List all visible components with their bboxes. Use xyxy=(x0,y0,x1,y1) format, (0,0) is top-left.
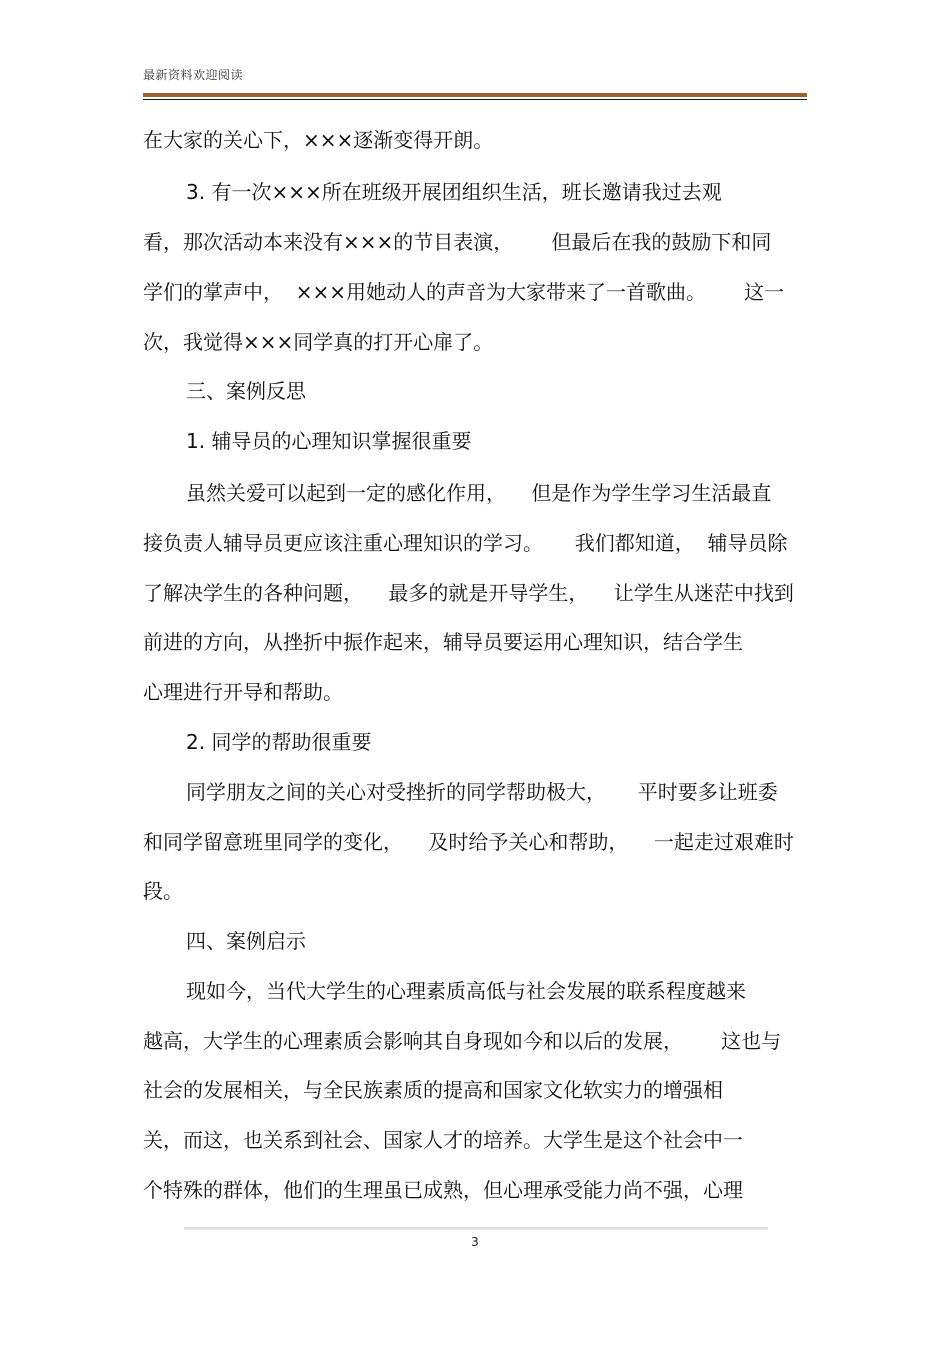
paragraph-line: 接负责人辅导员更应该注重心理知识的学习。 我们都知道， 辅导员除 xyxy=(143,531,788,555)
header-divider-thin xyxy=(143,99,807,100)
subsection-heading: 1. 辅导员的心理知识掌握很重要 xyxy=(186,429,472,453)
paragraph-line: 看，那次活动本来没有×××的节目表演， 但最后在我的鼓励下和同 xyxy=(143,230,772,254)
section-heading: 三、案例反思 xyxy=(186,379,306,403)
header-text: 最新资料欢迎阅读 xyxy=(143,68,244,82)
header-divider-thick xyxy=(143,93,807,97)
subsection-heading: 2. 同学的帮助很重要 xyxy=(186,730,372,754)
paragraph-line: 学们的掌声中， ×××用她动人的声音为大家带来了一首歌曲。 这一 xyxy=(143,280,785,304)
paragraph-line: 关，而这，也关系到社会、国家人才的培养。大学生是这个社会中一 xyxy=(143,1128,743,1152)
paragraph-line: 虽然关爱可以起到一定的感化作用， 但是作为学生学习生活最直 xyxy=(186,481,772,505)
paragraph-line: 段。 xyxy=(143,879,183,903)
paragraph-line: 同学朋友之间的关心对受挫折的同学帮助极大， 平时要多让班委 xyxy=(186,780,778,804)
paragraph-line: 心理进行开导和帮助。 xyxy=(143,680,343,704)
paragraph-line: 个特殊的群体，他们的生理虽已成熟，但心理承受能力尚不强，心理 xyxy=(143,1178,743,1202)
page-number: 3 xyxy=(471,1235,479,1249)
footer-divider xyxy=(184,1227,768,1230)
paragraph-line: 在大家的关心下，×××逐渐变得开朗。 xyxy=(143,128,494,152)
section-heading: 四、案例启示 xyxy=(186,929,306,953)
paragraph-line: 社会的发展相关，与全民族素质的提高和国家文化软实力的增强相 xyxy=(143,1078,723,1102)
paragraph-line: 次，我觉得×××同学真的打开心扉了。 xyxy=(143,330,494,354)
paragraph-line: 前进的方向，从挫折中振作起来，辅导员要运用心理知识，结合学生 xyxy=(143,630,743,654)
paragraph-line: 了解决学生的各种问题， 最多的就是开导学生， 让学生从迷茫中找到 xyxy=(143,581,794,605)
paragraph-line: 和同学留意班里同学的变化， 及时给予关心和帮助， 一起走过艰难时 xyxy=(143,830,794,854)
paragraph-line: 现如今，当代大学生的心理素质高低与社会发展的联系程度越来 xyxy=(186,979,746,1003)
paragraph-line: 3. 有一次×××所在班级开展团组织生活，班长邀请我过去观 xyxy=(186,180,722,204)
paragraph-line: 越高，大学生的心理素质会影响其自身现如今和以后的发展， 这也与 xyxy=(143,1029,782,1053)
